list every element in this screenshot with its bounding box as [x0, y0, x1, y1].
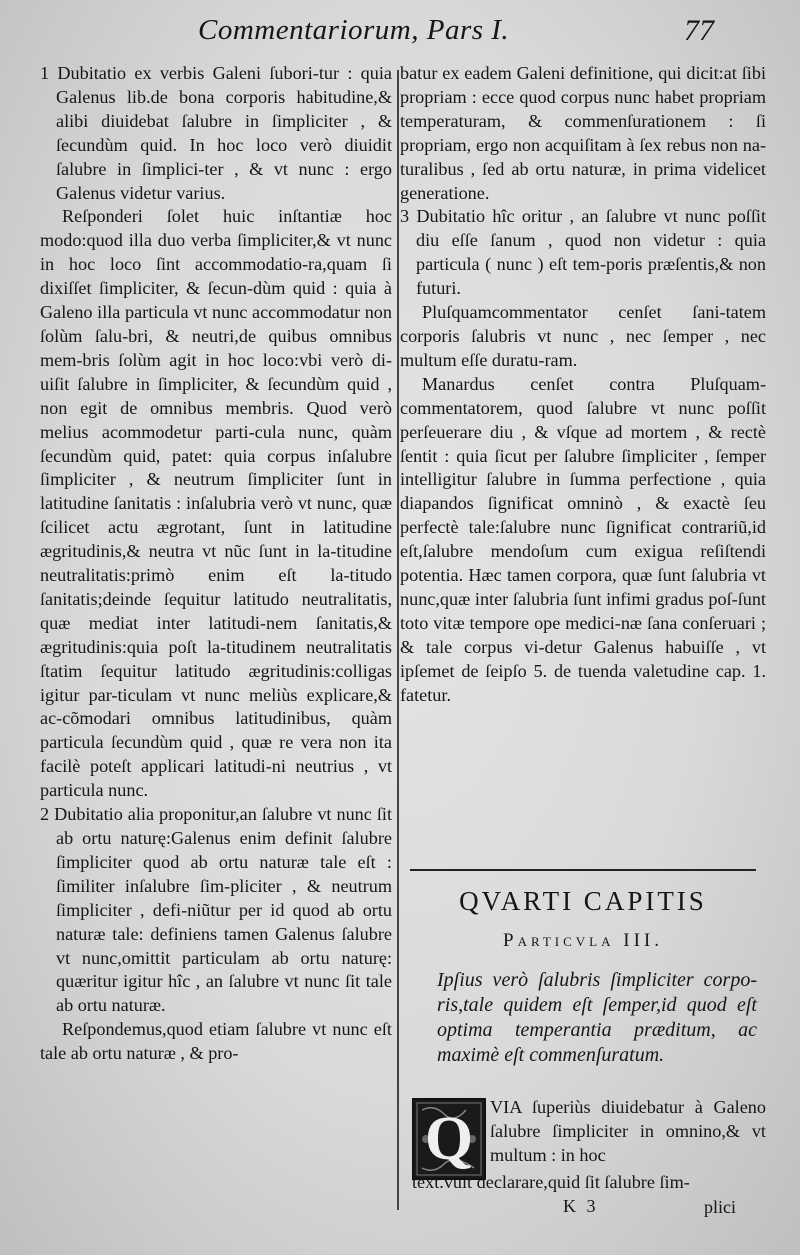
- caput-last-line: text.vult declarare,quid ſit ſalubre ſim-: [412, 1172, 690, 1192]
- section-rule: [410, 869, 756, 871]
- paragraph-manardus: Manardus cenſet contra Pluſquam-commentatorem, quod ſalubre vt nunc poſſit perſeuerare diu , & vſque ad mortem , & rectè ſentit : quia ſicut per ſalubre ſimpliciter , ſemper intelligitur ſalubre in ſumma perfectione , quia diapandos ſignificat omninò , & exactè ſeu perfectè tale:ſalubre nunc ſignificat contrariũ,id eſt,ſalubre mendoſum cum exigua reſiſtendi potentia. Hæc tamen corpora, quæ ſunt ſalubria vt nunc,quæ inter ſalubria ſunt infimi gradus poſ-ſunt toto vitæ tempore ope medici-næ ſana conſeruari ; & tale corpus vi-detur Galenus habuiſſe , vt ipſemet de ſeipſo 5. de tuenda valetudine cap. 1. fatetur.: [400, 373, 766, 705]
- left-column: [40, 62, 392, 1066]
- signature-mark: K 3: [563, 1196, 599, 1216]
- catchword: plici: [704, 1197, 736, 1217]
- page-number: 77: [684, 14, 714, 47]
- particula-heading: Particvla III.: [503, 930, 663, 951]
- running-head: Commentariorum, Pars I.: [198, 14, 510, 46]
- right-column: [400, 62, 766, 707]
- caput-body: VIA ſuperiùs diuidebatur à Galeno ſalubre ſimpliciter in omnino,& vt multum : in hoc: [490, 1097, 766, 1165]
- paragraph-responsio-2: Reſpondemus,quod etiam ſalubre vt nunc eſt tale ab ortu naturæ , & pro-: [40, 1019, 392, 1064]
- decorated-initial: [412, 1098, 486, 1180]
- page-header: [0, 14, 800, 54]
- paragraph-dubitatio-1: 1 Dubitatio ex verbis Galeni ſubori-tur : quia Galenus lib.de bona corporis habitudine,& alibi diuidebat ſalubre in ſimpliciter , & ſecundùm quid. In hoc loco verò diuidit ſalubre in ſimplici-ter , & vt nunc : ergo Galenus videtur varius.: [40, 63, 392, 203]
- paragraph-continuation: batur ex eadem Galeni definitione, qui dicit:at ſibi propriam : ecce quod corpus nunc habet propriam temperaturam, & commenſurationem : ſi propriam, ergo non acquiſitam à ſex rebus non na-turalibus , ſed ab ortu naturæ, in prima videlicet generatione.: [400, 63, 766, 203]
- lemma-text: Ipſius verò ſalubris ſimpliciter corpo-ris,tale quidem eſt ſemper,id quod eſt optima temperantia præditum, ac maximè eſt commenſuratum.: [437, 969, 757, 1066]
- initial-letter: Q: [424, 1105, 474, 1173]
- paragraph-plusquamcommentator: Pluſquamcommentator cenſet ſani-tatem corporis ſalubris vt nunc , nec ſemper , nec multum eſſe duratu-ram.: [400, 302, 766, 370]
- chapter-title: QVARTI CAPITIS: [459, 886, 707, 916]
- paragraph-dubitatio-2: 2 Dubitatio alia proponitur,an ſalubre vt nunc ſit ab ortu naturę:Galenus enim definit ſalubre ſimpliciter quod ab ortu naturæ tale eſt : ſimiliter inſalubre ſim-pliciter , & neutrum ſimpliciter , defi-niũtur per id quod ab ortu naturæ tale: definiens tamen Galenus ſalubre vt nunc,omittit particulam ab ortu naturę: quæritur igitur hîc , an ſalubre vt nunc ſit tale ab ortu naturæ.: [40, 804, 392, 1016]
- column-divider: [397, 70, 399, 1210]
- paragraph-dubitatio-3: 3 Dubitatio hîc oritur , an ſalubre vt nunc poſſit diu eſſe ſanum , quod non videtur : quia particula ( nunc ) eſt tem-poris præſentis,& non futuri.: [400, 206, 766, 299]
- paragraph-responsio-1: Reſponderi ſolet huic inſtantiæ hoc modo:quod illa duo verba ſimpliciter,& vt nunc in hoc loco ſint accommodatio-ra,quam ſi dixiſſet ſimpliciter, & ſecun-dùm quid : quia à Galeno illa particula vt nunc accommodatur non ſolùm ſalu-bri, & neutri,de quibus omnibus mem-bris ſolùm agit in hoc loco:vbi verò di-uiſit ſalubre in ſimpliciter, & ſecundùm quid , non egit de omnibus membris. Quod verò melius acommodetur parti-cula nunc, quàm ſecundùm quid, patet: quia corpus inſalubre ſimpliciter , & neutrum ſimpliciter ſunt in latitudine ſanitatis : inſalubria verò vt nunc, quæ ſcilicet actu ægrotant, ſunt in latitudine ægritudinis,& neutra vt nũc ſunt in la-titudine neutralitatis:primò enim eſt la-titudo ſanitatis;deinde ſequitur latitudo neutralitatis, quæ mediat inter latitudi-nem ſanitatis,& ægritudinis:quia poſt la-titudinem neutralitatis ſtatim ſequitur latitudo ægritudinis:colligas igitur par-ticulam vt nunc meliùs explicare,& ac-cõmodari omnibus latitudinibus, quàm particula ſecundùm quid , quæ re vera non ita facilè poteſt applicari latitudi-ni neutrius , vt particula nunc.: [40, 206, 392, 801]
